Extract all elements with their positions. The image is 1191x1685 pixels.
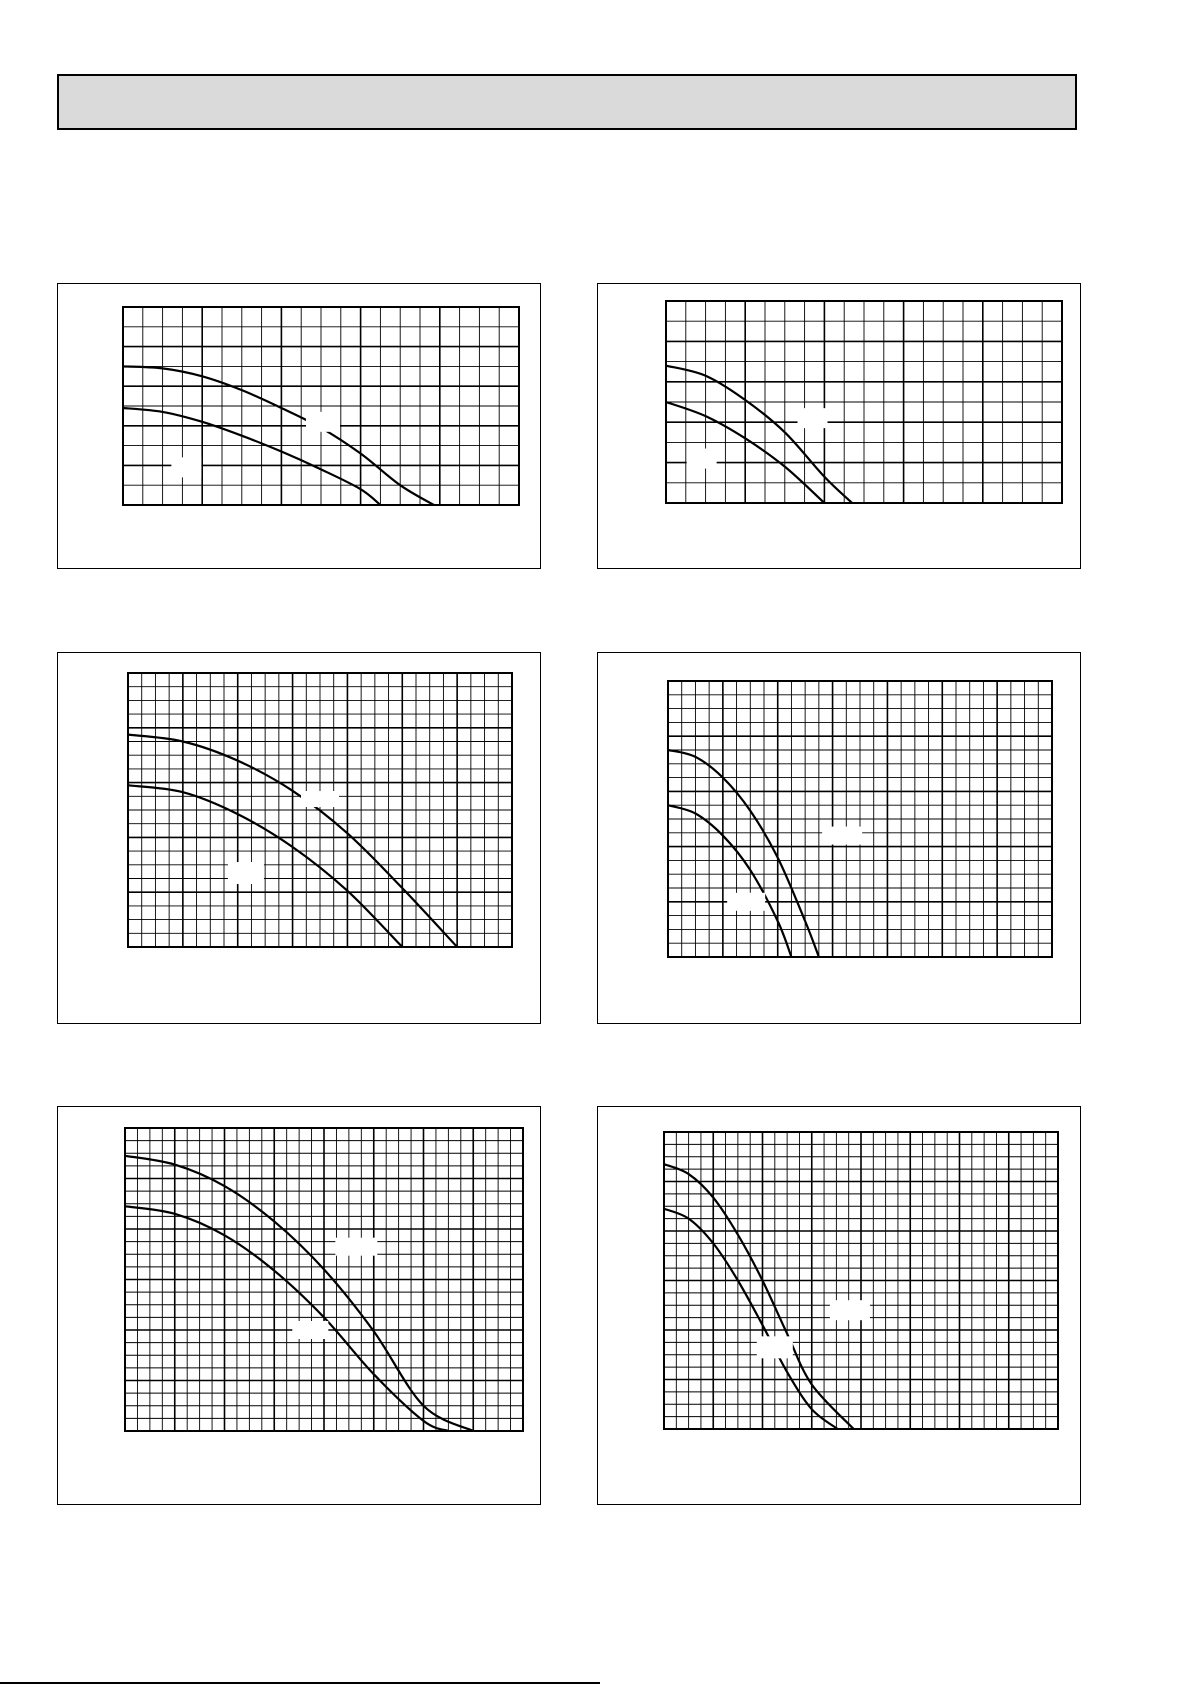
series-1-label-plate (798, 408, 828, 428)
grid (664, 1132, 1058, 1429)
series-1-label-plate (830, 1300, 870, 1320)
chart-3-svg (58, 653, 540, 1023)
series-2-label-plate (687, 449, 717, 469)
grid (666, 301, 1062, 503)
chart-5-svg (58, 1107, 540, 1504)
chart-panel-2 (597, 283, 1081, 569)
chart-6-svg (598, 1107, 1080, 1504)
chart-1-svg (58, 284, 540, 568)
series-1-label-plate (822, 827, 862, 845)
series-2-label-plate (727, 893, 765, 911)
series-2-line (668, 805, 791, 957)
footer-rule (0, 1682, 600, 1684)
grid (668, 681, 1052, 957)
grid (125, 1128, 523, 1431)
chart-4-svg (598, 653, 1080, 1023)
series-1-label-plate (335, 1238, 377, 1256)
chart-2-svg (598, 284, 1080, 568)
series-1-label-plate (301, 791, 339, 807)
section-title-bar (57, 74, 1077, 130)
chart-panel-1 (57, 283, 541, 569)
series-2-label-plate (171, 457, 201, 477)
series-1-line (664, 1164, 854, 1429)
chart-panel-4 (597, 652, 1081, 1024)
series-1-label-plate (306, 412, 340, 432)
series-1-line (123, 366, 434, 505)
series-1-line (668, 750, 819, 957)
chart-panel-5 (57, 1106, 541, 1505)
series-2-label-plate (757, 1336, 793, 1358)
chart-panel-6 (597, 1106, 1081, 1505)
series-2-line (123, 408, 380, 505)
series-2-label-plate (292, 1321, 328, 1339)
series-2-label-plate (228, 862, 264, 884)
chart-panel-3 (57, 652, 541, 1024)
